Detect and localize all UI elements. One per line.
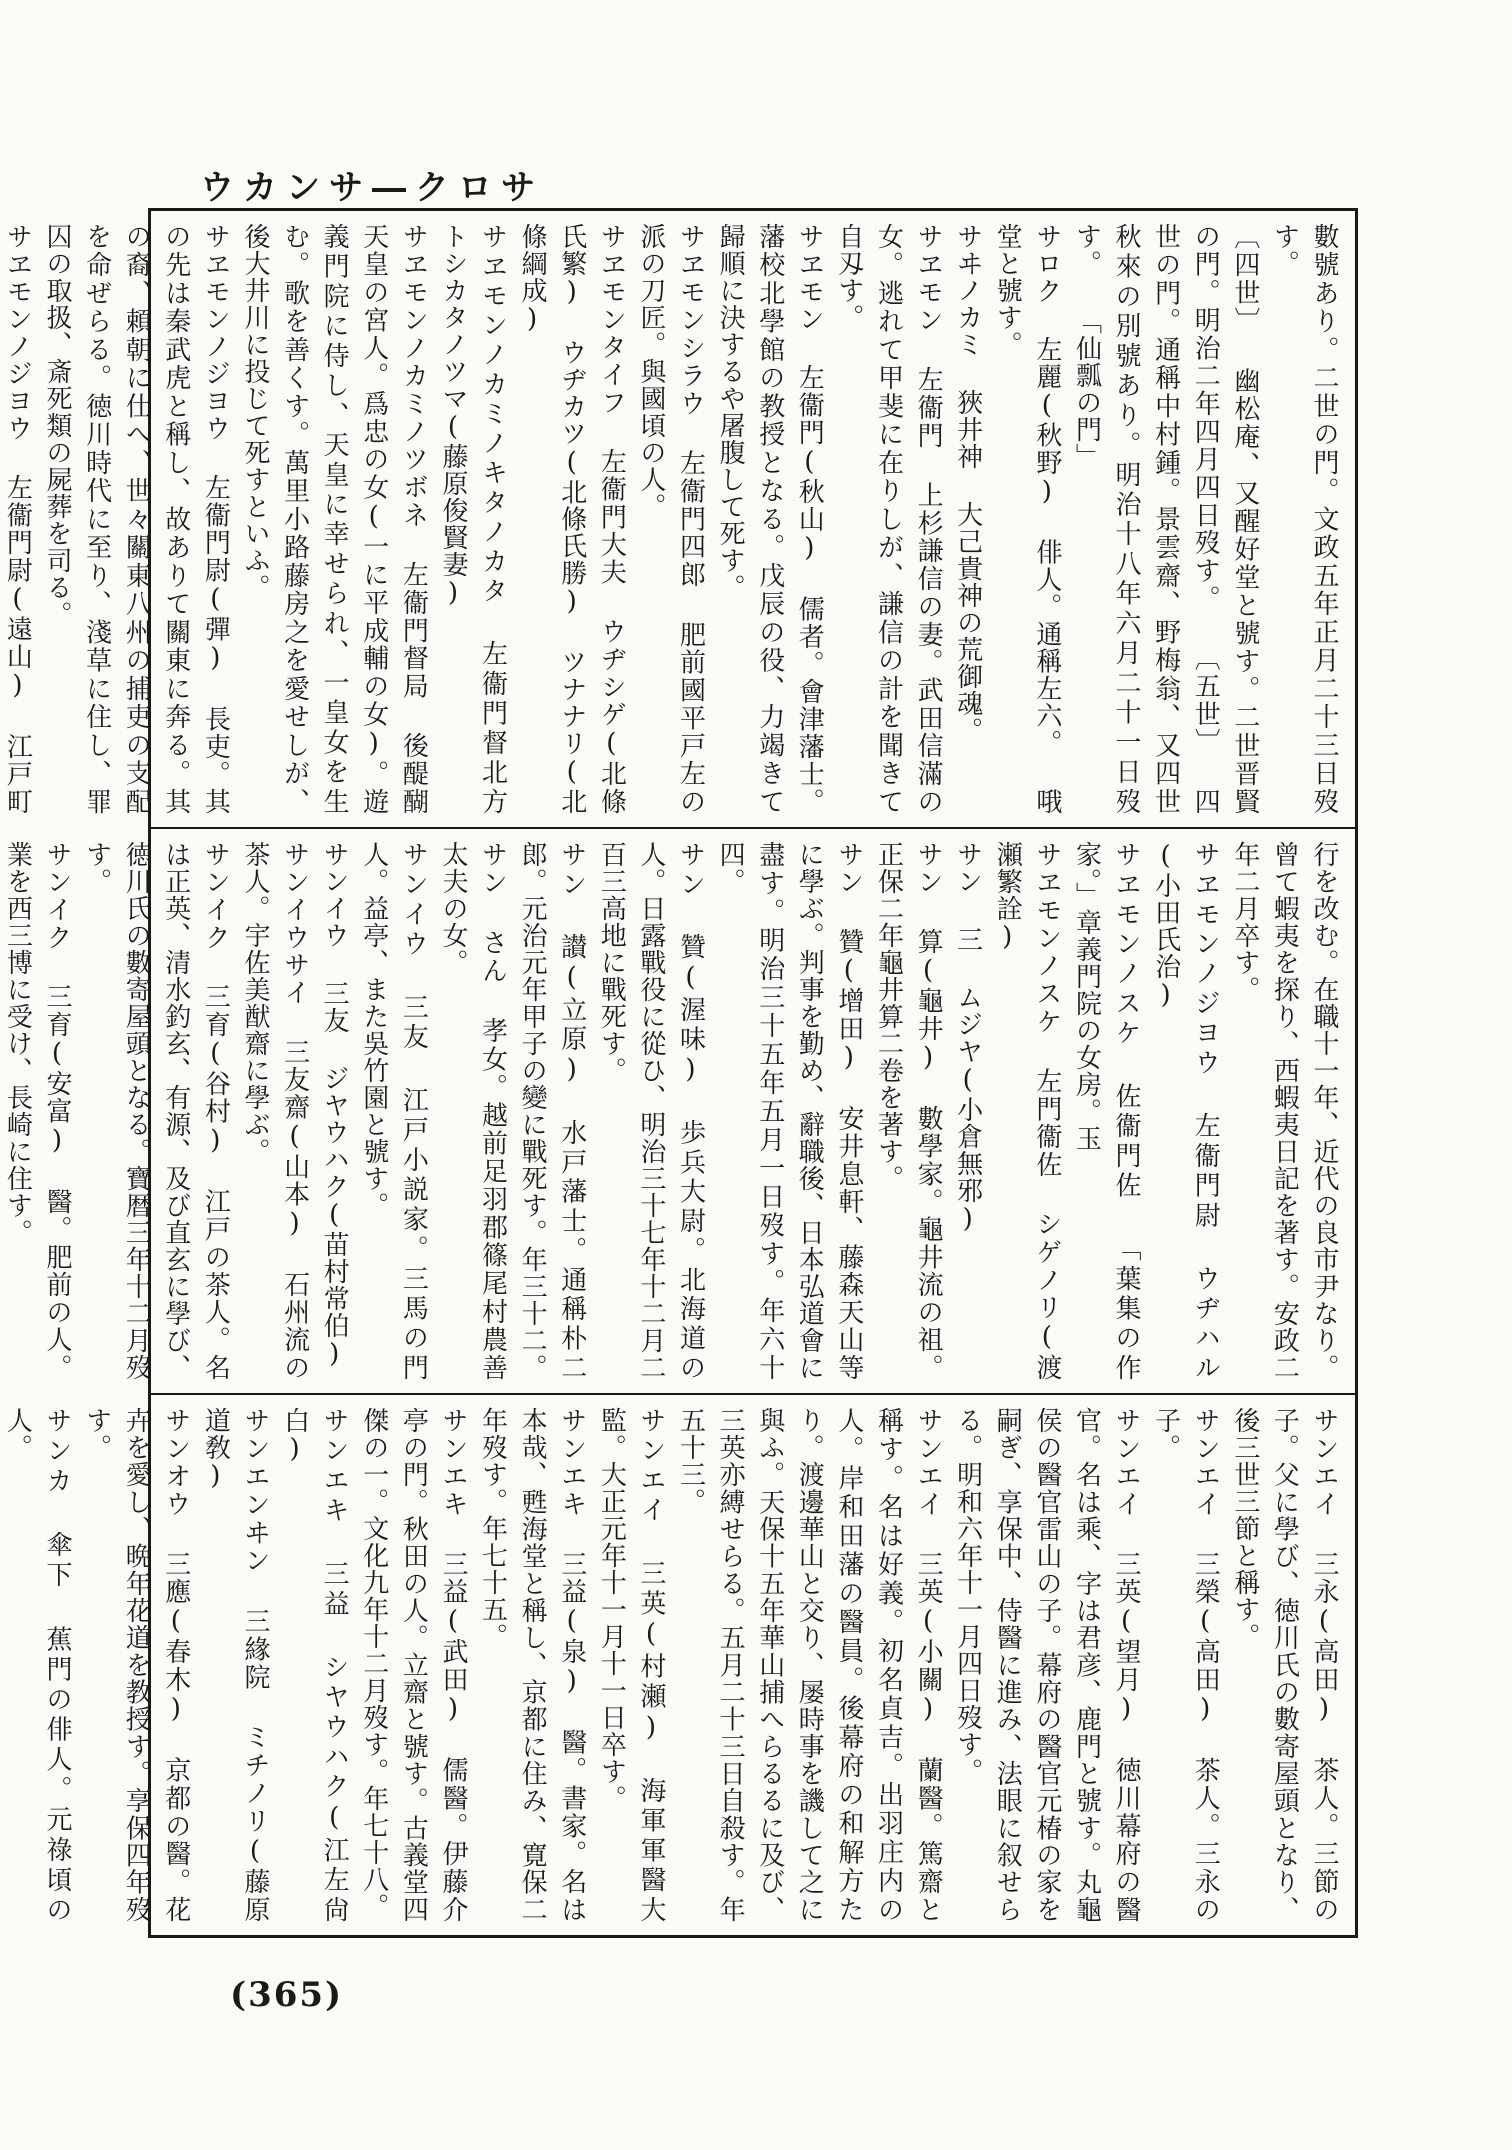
entry: サンエンヰン 三緣院 ミチノリ(藤原道敎) [200, 1407, 270, 1923]
entry: サンイウサイ 三友齋(山本) 石州流の茶人。宇佐美猷齋に學ぶ。 [239, 841, 310, 1381]
entry: サンカ 傘下 蕉門の俳人。元祿頃の人。 [2, 1407, 72, 1923]
entry: 行を改む。在職十一年、近代の良市尹なり。曾て蝦夷を探り、西蝦夷日記を著す。安政二年二月卒す。 [1229, 841, 1339, 1381]
entry: サン 讃(立原) 水戸藩士。通稱朴二郎。元治元年甲子の變に戰死す。年三十二。 [517, 841, 587, 1381]
entry: サンエキ 三益(泉) 醫。書家。名は本哉、甦海堂と稱し、京都に住み、寛保二年歿す。年七十五。 [477, 1407, 587, 1923]
text-band-lower [2, 1395, 1355, 1935]
entry: 〔四世〕 幽松庵、又醒好堂と號す。二世晋賢の門。明治二年四月四日歿す。 〔五世〕 四世の門。通稱中村鍾。景雲齋、野梅翁、又四世秋來の別號あり。明治十八年六月二十一日歿す。 「仙瓢の門」 [1071, 223, 1260, 815]
band-text-column [2, 223, 1343, 815]
entry: サヱモン 左衞門(秋山) 儒者。會津藩士。藩校北學館の教授となる。戊辰の役、力竭きて歸順に決するや屠腹して死す。 [715, 223, 825, 815]
entry: サンエキ 三益(武田) 儒醫。伊藤介亭の門。秋田の人。立齋と號す。古義堂四傑の一。文化九年十二月歿す。年七十八。 [358, 1407, 468, 1923]
entry: サンエイ 三榮(高田) 茶人。三永の子。 [1150, 1407, 1221, 1923]
entry: サヰノカミ 狹井神 大己貴神の荒御魂。 [952, 223, 983, 744]
entry: サヱモン 左衞門 上杉謙信の妻。武田信滿の女。逃れて甲斐に在りしが、謙信の計を聞きて自刄す。 [833, 223, 944, 815]
entry: サンイク 三育(谷村) 江戸の茶人。名は正英、清水釣玄、有源、及び直玄に學び、徳川氏の數寄屋頭となる。寶暦三年十二月歿す。 [81, 841, 231, 1381]
entry: サヱモンシラウ 左衞門四郎 肥前國平戸左の派の刀匠。與國頃の人。 [635, 223, 706, 815]
entry: サヱモンノカミノツボネ 左衞門督局 後醍醐天皇の宮人。爲忠の女(一に平成輔の女)。遊義門院に侍し、天皇に幸せられ、一皇女を生む。歌を善くす。萬里小路藤房之を愛せしが、後大井川に投じて死すといふ。 [239, 223, 429, 815]
entry: サンイク 三育(安富) 醫。肥前の人。業を西三博に受け、長崎に住す。 [2, 841, 72, 1381]
text-band-middle [2, 829, 1355, 1395]
entry: サン 算(龜井) 數學家。龜井流の祖。正保二年龜井算二卷を著す。 [873, 841, 944, 1381]
entry: サンイウ 三友 ジヤウハク(苗村常伯) [319, 841, 350, 1370]
entry: サン 贊(增田) 安井息軒、藤森天山等に學ぶ。判事を勤め、辭職後、日本弘道會に盡す。明治三十五年五月一日歿す。年六十四。 [715, 841, 864, 1381]
entry: サヱモンノジヨウ 左衞門尉 ウヂハル(小田氏治) [1150, 841, 1221, 1381]
text-band-upper [2, 211, 1355, 829]
entry: サロク 左麗(秋野) 俳人。通稱左六。 哦堂と號す。 [992, 223, 1062, 815]
entry: サンエイ 三英(村瀬) 海軍軍醫大監。大正元年十一月十一日卒す。 [596, 1407, 666, 1923]
band-text-column [2, 841, 1343, 1381]
entry: サンエイ 三永(高田) 茶人。三節の子。父に學び、徳川氏の數寄屋頭となり、後三世三節と稱す。 [1229, 1407, 1339, 1923]
entry: サンエキ 三益 シヤウハク(江左尙白) [279, 1407, 350, 1923]
entry: サン さん 孝女。越前足羽郡篠尾村農善太夫の女。 [437, 841, 508, 1381]
entry: サン 三 ムジヤ(小倉無邪) [952, 841, 983, 1235]
running-head: ウカンサ―クロサ [200, 168, 544, 208]
entry: サン 贊(渥味) 歩兵大尉。北海道の人。日露戰役に從ひ、明治三十七年十二月二百三高地に戰死す。 [596, 841, 706, 1381]
entry: サヱモンノジヨウ 左衞門尉(遠山) 江戸町 [2, 223, 33, 815]
entry: サヱモンノスケ 左門衞佐 シゲノリ(渡瀬繁詮) [992, 841, 1062, 1381]
page-number: (365) [230, 1975, 344, 2015]
entry: サヱモンノスケ 佐衞門佐 「葉集の作家。」章義門院の女房。玉 [1071, 841, 1142, 1381]
entry: サヱモンノジヨウ 左衞門尉(彈) 長吏。其の先は秦武虎と稱し、故ありて關東に奔る。其の裔、頼朝に仕へ、世々關東八州の捕吏の支配を命ぜらる。徳川時代に至り、淺草に住し、罪囚の取扱、斎死類の屍葬を司る。 [42, 223, 231, 815]
text-frame [2, 208, 1358, 1938]
entry: サンイウ 三友 江戸小説家。三馬の門人。益亭、また吳竹園と號す。 [358, 841, 429, 1381]
entry: サヱモンタイフ 左衞門大夫 ウヂシゲ(北條氏繁) ウヂカツ(北條氏勝) ツナナリ(北條綱成) [517, 223, 627, 815]
entry: サンエイ 三英(小關) 蘭醫。篤齋と稱す。名は好義。初名貞吉。出羽庄内の人。岸和田藩の醫員。後幕府の和解方たり。渡邊華山と交り、屡時事を譏して之に與ふ。天保十五年華山捕へらるるに及び、三英亦縛せらる。五月二十三日自殺す。年五十三。 [675, 1407, 944, 1923]
entry: サンエイ 三英(望月) 徳川幕府の醫官。名は乘、字は君彦、鹿門と號す。丸龜侯の醫官雷山の子。幕府の醫官元椿の家を嗣ぎ、享保中、侍醫に進み、法眼に叙せらる。明和六年十一月四日歿す。 [952, 1407, 1142, 1923]
entry: サヱモンノカミノキタノカタ 左衞門督北方 トシカタノツマ(藤原俊賢妻) [437, 223, 508, 815]
entry: 數號あり。二世の門。文政五年正月二十三日歿す。 [1269, 223, 1339, 815]
band-text-column [2, 1407, 1343, 1923]
entry: サンオウ 三應(春木) 京都の醫。花卉を愛し、晩年花道を教授す。享保四年歿す。 [81, 1407, 191, 1923]
